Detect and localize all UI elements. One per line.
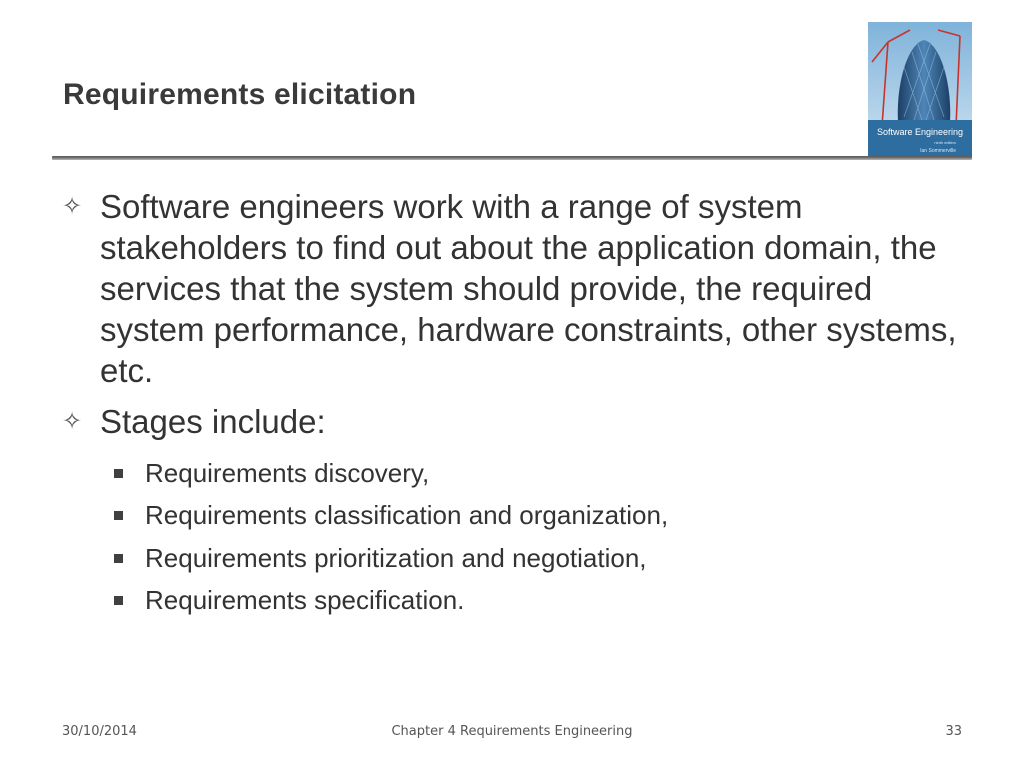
title-divider <box>52 156 972 160</box>
square-icon <box>114 554 123 563</box>
sub-bullet-item <box>114 452 972 495</box>
cover-title: Software Engineering <box>876 127 964 137</box>
book-cover-image <box>868 22 972 158</box>
footer-page-number: 33 <box>945 724 962 739</box>
footer-date: 30/10/2014 <box>62 724 137 739</box>
square-icon <box>114 596 123 605</box>
four-point-star-outline-icon: ✧ <box>62 408 83 435</box>
sub-bullet-item <box>114 537 972 580</box>
cover-author: Ian Sommerville <box>920 148 956 154</box>
bullet-text: Stages include: <box>100 403 326 440</box>
square-icon <box>114 469 123 478</box>
sub-bullet-list <box>114 452 972 622</box>
cover-edition: ninth edition <box>934 140 956 145</box>
bullet-item <box>62 401 972 442</box>
sub-bullet-item <box>114 580 972 623</box>
footer-chapter: Chapter 4 Requirements Engineering <box>391 724 633 739</box>
sub-bullet-text: Requirements prioritization and negotiation, <box>145 542 647 573</box>
sub-bullet-text: Requirements discovery, <box>145 457 430 488</box>
square-icon <box>114 511 123 520</box>
slide-body <box>62 186 972 622</box>
sub-bullet-text: Requirements specification. <box>145 585 465 616</box>
bullet-text: Software engineers work with a range of system stakeholders to find out about the application domain, the services that the system should provide, the required system performance, hardware constraints, other systems, etc. <box>100 188 957 389</box>
book-cover-graphic <box>868 22 972 158</box>
sub-bullet-item <box>114 495 972 538</box>
sub-bullet-text: Requirements classification and organization, <box>145 500 669 531</box>
slide-title: Requirements elicitation <box>63 78 417 111</box>
four-point-star-outline-icon: ✧ <box>62 193 83 220</box>
bullet-item <box>62 186 972 391</box>
